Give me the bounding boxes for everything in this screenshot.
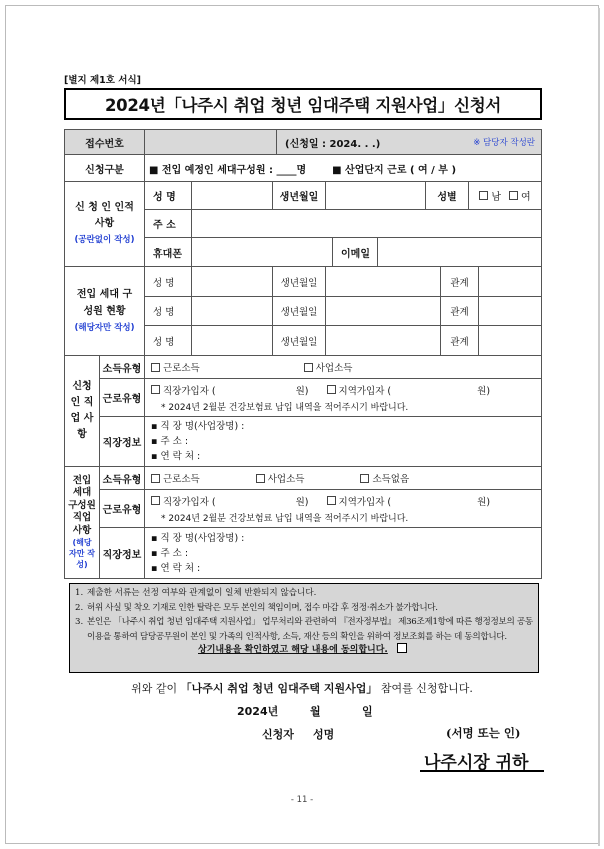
applicant-phone-input[interactable] [191, 237, 333, 267]
receipt-date-area [276, 129, 542, 155]
applicant-birth-label: 생년월일 [272, 181, 326, 210]
notice-2 [75, 601, 533, 616]
date-month[interactable]: 월 [310, 705, 321, 718]
household-income-type-label: 소득유형 [99, 466, 145, 490]
household-job-section-title: 전입 세대 구성원 직업 사항 [68, 474, 96, 536]
notice-1 [75, 586, 533, 601]
member3-birth-input[interactable] [325, 325, 441, 356]
applicant-labor-income-label: 근로소득 [163, 363, 200, 374]
member2-birth-label: 생년월일 [272, 296, 326, 326]
form-title: 2024년「나주시 취업 청년 임대주택 지원사업」신청서 [64, 88, 542, 120]
household-income-type-field [144, 466, 542, 490]
applicant-company-contact-label: ▪ 연 락 처 : [151, 451, 201, 462]
date-day[interactable]: 일 [362, 705, 373, 718]
addressee: 나주시장 귀하 [424, 753, 529, 773]
applicant-address-input[interactable] [191, 209, 542, 238]
notice-2-num: 2. [75, 602, 84, 613]
applicant-phone-label: 휴대폰 [144, 237, 192, 267]
notice-1-num: 1. [75, 588, 84, 598]
applicant-insurance-note: * 2024년 2월분 건강보험료 납입 내역을 적어주시기 바랍니다. [161, 402, 409, 413]
male-label: 남 [491, 192, 501, 203]
applicant-company-address-label: ▪ 주 소 : [151, 436, 189, 447]
household-no-income-checkbox[interactable] [360, 474, 369, 483]
household-business-income-label: 사업소득 [267, 474, 305, 485]
female-checkbox[interactable] [509, 191, 518, 200]
applicant-workplace-sub-checkbox[interactable] [151, 385, 160, 394]
member2-relation-label: 관계 [440, 296, 479, 326]
member1-birth-label: 생년월일 [272, 266, 326, 297]
household-job-section-label [64, 466, 100, 579]
applicant-local-won: 원) [477, 385, 491, 397]
member3-name-label: 성 명 [144, 325, 192, 356]
applicant-job-info-label: 직장정보 [99, 416, 145, 467]
household-insurance-note: * 2024년 2월분 건강보험료 납입 내역을 적어주시기 바랍니다. [161, 513, 409, 524]
household-workplace-won: 원) [295, 496, 309, 508]
consent-text: 상기내용을 확인하였고 해당 내용에 동의합니다. [198, 645, 388, 655]
male-checkbox[interactable] [479, 191, 488, 200]
household-local-sub-checkbox[interactable] [327, 496, 336, 505]
household-workplace-sub-checkbox[interactable] [151, 496, 160, 505]
applicant-name-label: 성 명 [144, 181, 192, 210]
household-section-title: 전입 세대 구성원 현황 [76, 288, 133, 317]
applicant-income-type-field [144, 355, 542, 379]
household-count-item: ■ 전입 예정인 세대구성원 : ____명 [149, 164, 307, 176]
signature-note[interactable]: (서명 또는 인) [446, 726, 521, 740]
applicant-local-sub-label: 지역가입자 ( [338, 385, 392, 397]
household-company-label: ▪ 직 장 명(사업장명) : [151, 532, 245, 544]
declaration-line [0, 680, 604, 696]
notice-1-text: 제출한 서류는 선정 여부와 관계없이 일체 반환되지 않습니다. [87, 588, 317, 598]
member1-relation-input[interactable] [478, 266, 542, 297]
applicant-birth-input[interactable] [325, 181, 426, 210]
member1-name-input[interactable] [191, 266, 273, 297]
household-local-won: 원) [477, 496, 491, 508]
applicant-business-income-label: 사업소득 [315, 363, 353, 374]
consent-checkbox[interactable] [397, 643, 407, 653]
applicant-local-sub-checkbox[interactable] [327, 385, 336, 394]
category-label: 신청구분 [64, 154, 145, 182]
signer-name-label[interactable]: 성명 [313, 728, 335, 741]
notice-2-text: 허위 사실 및 착오 기재로 인한 탈락은 모두 본인의 책임이며, 접수 마감 후 정정·취소가 불가합니다. [87, 602, 438, 613]
household-local-sub-label: 지역가입자 ( [338, 496, 392, 508]
page-shadow [598, 8, 600, 846]
member3-relation-input[interactable] [478, 325, 542, 356]
household-section-note: (해당자만 작성) [74, 322, 135, 333]
applicant-workplace-won: 원) [295, 385, 309, 397]
member2-birth-input[interactable] [325, 296, 441, 326]
form-label: [별지 제1호 서식] [64, 75, 141, 86]
applicant-company-label: ▪ 직 장 명(사업장명) : [151, 421, 245, 432]
notice-3 [75, 615, 533, 644]
applicant-section-note: (공란없이 작성) [74, 235, 135, 245]
declaration-pre: 위와 같이 [131, 682, 181, 695]
page-number: - 11 - [290, 795, 314, 805]
member3-relation-label: 관계 [440, 325, 479, 356]
household-job-section-note: (해당 자만 작성) [69, 538, 95, 570]
staff-only-note: ※ 담당자 작성란 [473, 138, 535, 148]
applicant-job-section-label: 신청인 직업 사항 [64, 355, 100, 467]
household-company-contact-label: ▪ 연 락 처 : [151, 562, 201, 574]
applicant-labor-income-checkbox[interactable] [151, 363, 160, 372]
applicant-job-info-field[interactable] [144, 416, 542, 467]
industrial-complex-item: ■ 산업단지 근로 ( 여 / 부 ) [332, 164, 457, 176]
member1-birth-input[interactable] [325, 266, 441, 297]
receipt-number-label: 접수번호 [64, 129, 145, 155]
applicant-business-income-checkbox[interactable] [304, 363, 313, 372]
applicant-section-title: 신 청 인 인적사항 [75, 202, 134, 229]
member1-relation-label: 관계 [440, 266, 479, 297]
member3-birth-label: 생년월일 [272, 325, 326, 356]
household-company-address-label: ▪ 주 소 : [151, 547, 189, 559]
member2-name-label: 성 명 [144, 296, 192, 326]
date-year: 2024년 [237, 705, 279, 718]
applicant-workplace-sub-label: 직장가입자 ( [163, 385, 216, 397]
receipt-date: (신청일 : 2024. . .) [285, 138, 381, 150]
household-workplace-sub-label: 직장가입자 ( [163, 496, 216, 508]
household-job-info-label: 직장정보 [99, 527, 145, 579]
consent-row [75, 643, 533, 658]
applicant-email-label: 이메일 [332, 237, 378, 267]
household-job-info-field[interactable] [144, 527, 542, 579]
declaration-program: 「나주시 취업 청년 임대주택 지원사업」 [180, 682, 378, 695]
household-labor-income-label: 근로소득 [163, 474, 200, 485]
household-no-income-label: 소득없음 [372, 474, 410, 485]
household-labor-income-checkbox[interactable] [151, 474, 160, 483]
applicant-employment-type-field [144, 378, 542, 417]
applicant-section-label [64, 181, 145, 267]
category-field[interactable] [144, 154, 542, 182]
member3-name-input[interactable] [191, 325, 273, 356]
receipt-number-field[interactable] [144, 129, 277, 155]
applicant-name-input[interactable] [191, 181, 273, 210]
household-section-label [64, 266, 145, 356]
declaration-post: 참여를 신청합니다. [377, 682, 473, 695]
applicant-gender-options [468, 181, 542, 210]
member2-relation-input[interactable] [478, 296, 542, 326]
female-label: 여 [521, 192, 531, 203]
applicant-gender-label: 성별 [425, 181, 469, 210]
applicant-email-input[interactable] [377, 237, 542, 267]
applicant-address-label: 주 소 [144, 209, 192, 238]
household-employment-type-field [144, 489, 542, 528]
notice-3-text: 본인은 「나주시 취업 청년 임대주택 지원사업」 업무처리와 관련하여 『전자정부법』 제36조제1항에 따른 행정정보의 공동이용을 통하여 담당공무원이 본인 및 가족의 인적사항, 소득, 재산 등의 확인을 위하여 정보조회를 하는 데 동의합니다. [87, 617, 533, 642]
signer-label: 신청자 [262, 728, 294, 741]
notice-box [69, 583, 539, 673]
notice-3-num: 3. [75, 617, 84, 627]
member2-name-input[interactable] [191, 296, 273, 326]
household-employment-type-label: 근로유형 [99, 489, 145, 528]
applicant-income-type-label: 소득유형 [99, 355, 145, 379]
addressee-underline [420, 770, 544, 772]
member1-name-label: 성 명 [144, 266, 192, 297]
applicant-employment-type-label: 근로유형 [99, 378, 145, 417]
household-business-income-checkbox[interactable] [256, 474, 265, 483]
